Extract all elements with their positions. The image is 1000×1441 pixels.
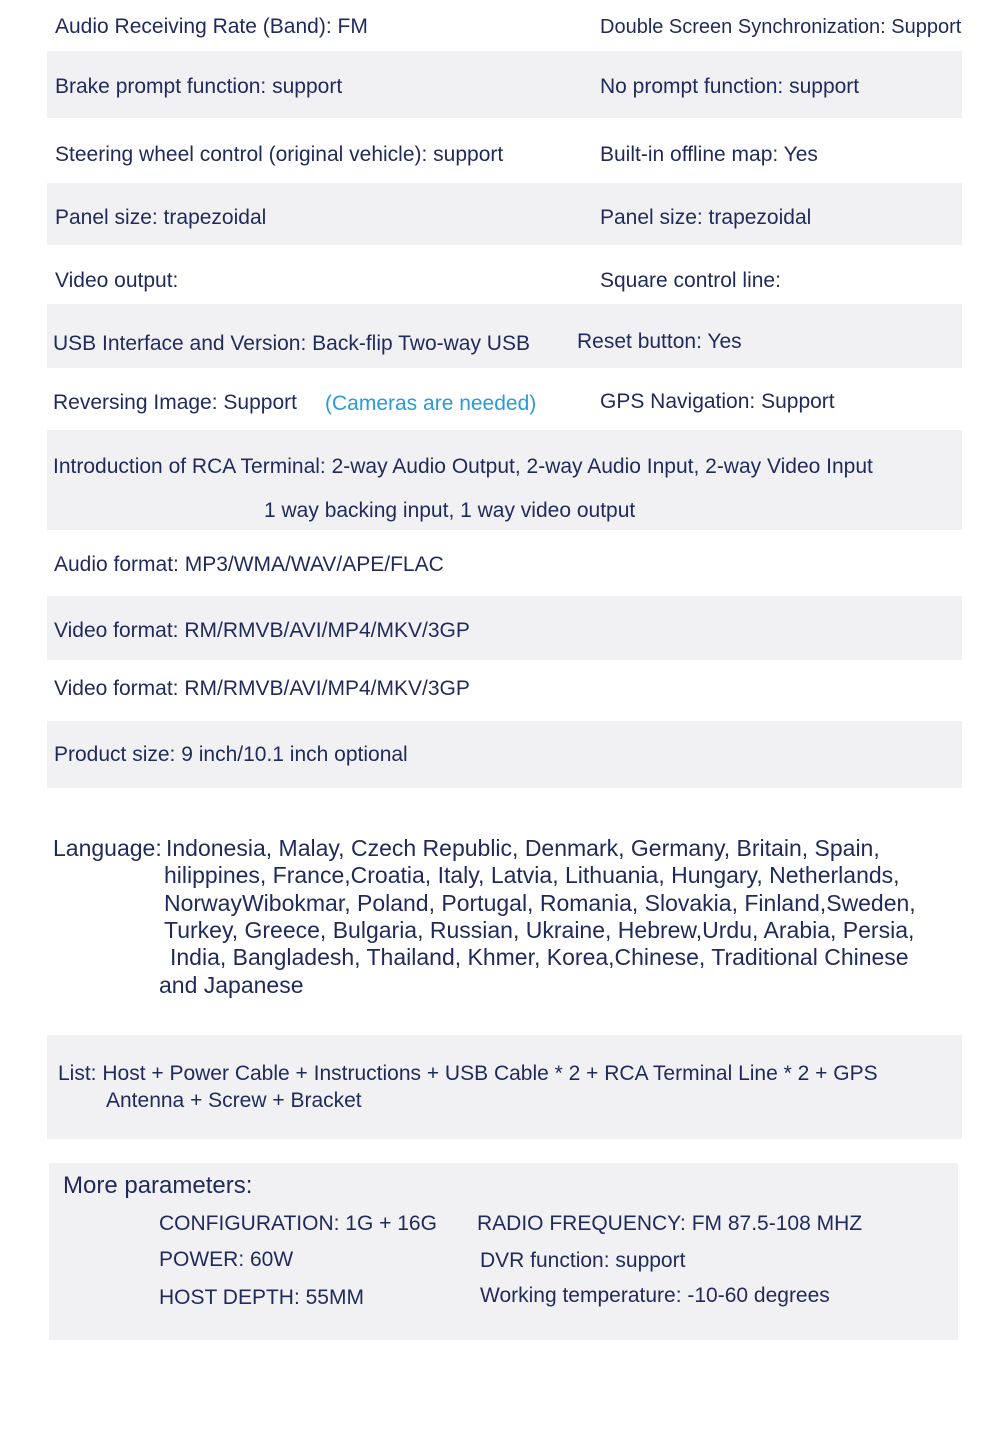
more-parameters-heading: More parameters: bbox=[63, 1172, 253, 1199]
panel-size-right: Panel size: trapezoidal bbox=[600, 206, 812, 229]
language-line: NorwayWibokmar, Poland, Portugal, Romania, Slovakia, Finland,Sweden, bbox=[164, 889, 916, 916]
host-depth-param: HOST DEPTH: 55MM bbox=[159, 1286, 364, 1309]
package-list-line: List: Host + Power Cable + Instructions + USB Cable * 2 + RCA Terminal Line * 2 + GPS bbox=[58, 1062, 878, 1085]
language-line: hilippines, France,Croatia, Italy, Latvia, Lithuania, Hungary, Netherlands, bbox=[164, 862, 900, 889]
language-line: and Japanese bbox=[159, 971, 304, 998]
language-line: India, Bangladesh, Thailand, Khmer, Korea,Chinese, Traditional Chinese bbox=[170, 944, 909, 971]
power-param: POWER: 60W bbox=[159, 1248, 294, 1271]
language-line: Turkey, Greece, Bulgaria, Russian, Ukraine, Hebrew,Urdu, Arabia, Persia, bbox=[164, 916, 915, 943]
dvr-function-param: DVR function: support bbox=[480, 1249, 686, 1272]
reversing-image: Reversing Image: Support bbox=[53, 391, 297, 414]
no-prompt: No prompt function: support bbox=[600, 75, 860, 98]
square-control-line: Square control line: bbox=[600, 269, 781, 292]
rca-terminal-line1: Introduction of RCA Terminal: 2-way Audio Output, 2-way Audio Input, 2-way Video Input bbox=[53, 455, 873, 478]
video-output: Video output: bbox=[55, 269, 179, 292]
language-label: Language: bbox=[53, 835, 162, 861]
audio-format: Audio format: MP3/WMA/WAV/APE/FLAC bbox=[54, 553, 444, 576]
reset-button-spec: Reset button: Yes bbox=[577, 330, 742, 353]
radio-frequency-param: RADIO FREQUENCY: FM 87.5-108 MHZ bbox=[477, 1212, 863, 1235]
rca-terminal-line2: 1 way backing input, 1 way video output bbox=[264, 499, 636, 522]
product-size: Product size: 9 inch/10.1 inch optional bbox=[54, 743, 408, 766]
brake-prompt: Brake prompt function: support bbox=[55, 75, 343, 98]
package-list-line: Antenna + Screw + Bracket bbox=[106, 1088, 362, 1112]
cameras-note: (Cameras are needed) bbox=[325, 392, 537, 415]
offline-map: Built-in offline map: Yes bbox=[600, 143, 818, 166]
steering-wheel-control: Steering wheel control (original vehicle): support bbox=[55, 143, 504, 166]
usb-interface: USB Interface and Version: Back-flip Two-way USB bbox=[53, 332, 530, 355]
panel-size-left: Panel size: trapezoidal bbox=[55, 206, 267, 229]
language-line: Indonesia, Malay, Czech Republic, Denmark, Germany, Britain, Spain, bbox=[166, 835, 880, 861]
video-format: Video format: RM/RMVB/AVI/MP4/MKV/3GP bbox=[54, 677, 470, 700]
gps-navigation: GPS Navigation: Support bbox=[600, 390, 835, 413]
video-format: Video format: RM/RMVB/AVI/MP4/MKV/3GP bbox=[54, 619, 470, 642]
working-temperature-param: Working temperature: -10-60 degrees bbox=[480, 1284, 830, 1307]
configuration-param: CONFIGURATION: 1G + 16G bbox=[159, 1212, 437, 1235]
double-screen-sync: Double Screen Synchronization: Support bbox=[600, 16, 962, 38]
audio-receiving-rate: Audio Receiving Rate (Band): FM bbox=[55, 15, 368, 38]
